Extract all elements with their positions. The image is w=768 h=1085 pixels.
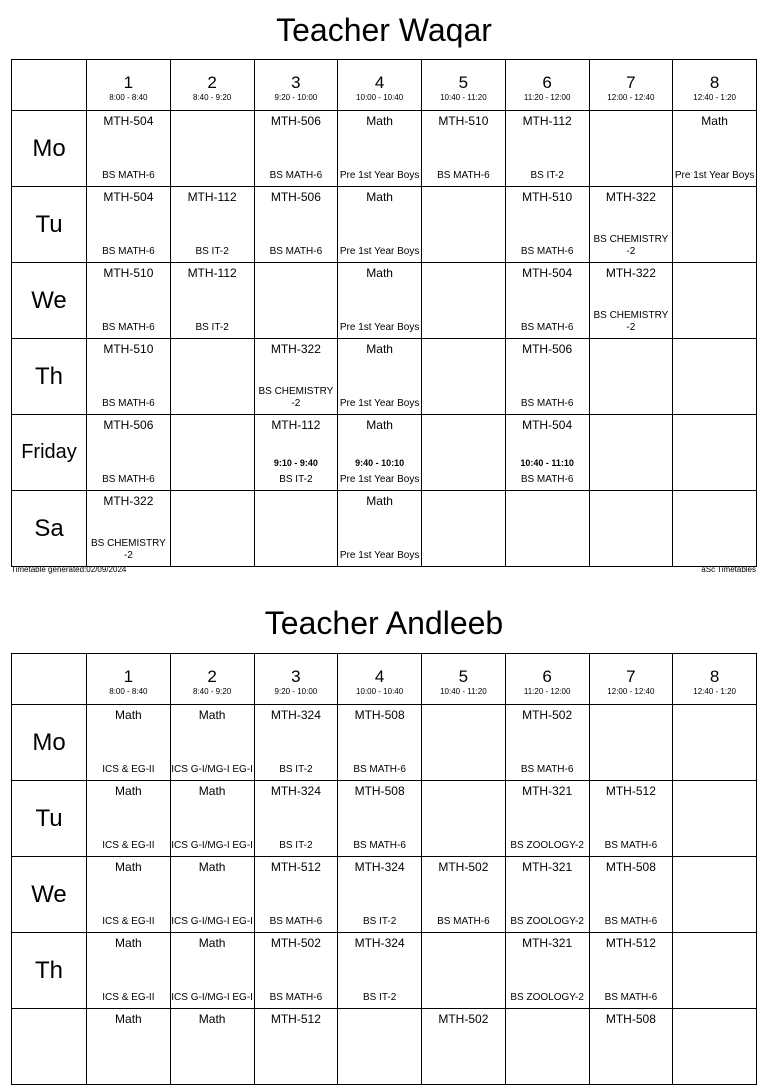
lesson-cell [505, 415, 589, 491]
class-group: BS MATH-6 [269, 992, 323, 1003]
period-number: 2 [207, 667, 217, 686]
lesson-cell [589, 933, 673, 1009]
period-time: 11:20 - 12:00 [523, 93, 571, 102]
class-group: Pre 1st Year Boys [339, 246, 420, 257]
period-time: 12:40 - 1:20 [693, 687, 736, 696]
class-group: BS MATH-6 [269, 916, 323, 927]
corner-cell [12, 654, 87, 705]
period-header [338, 60, 422, 111]
day-row [12, 339, 757, 415]
course-code: Math [115, 784, 142, 798]
period-header [673, 654, 757, 705]
period-header [673, 60, 757, 111]
lesson-cell [170, 1009, 254, 1085]
lesson-cell [254, 491, 338, 567]
lesson-cell [338, 415, 422, 491]
lesson-cell [505, 491, 589, 567]
day-label: Tu [12, 781, 87, 857]
class-group: BS MATH-6 [353, 840, 406, 851]
class-group: ICS G-I/MG-I EG-I [171, 992, 253, 1003]
lesson-cell [338, 339, 422, 415]
lesson-cell [254, 705, 338, 781]
lesson-cell [338, 781, 422, 857]
timetable-title: Teacher Andleeb [264, 605, 504, 641]
lesson-cell [338, 187, 422, 263]
lesson-cell [338, 857, 422, 933]
course-code: Math [366, 494, 393, 508]
class-group: BS MATH-6 [520, 474, 574, 485]
class-group: BS MATH-6 [102, 170, 155, 181]
period-number: 8 [709, 73, 720, 92]
class-group: BS CHEMISTRY -2 [593, 234, 669, 257]
course-code: Math [366, 266, 393, 280]
lesson-cell [505, 781, 589, 857]
class-group: BS IT-2 [530, 170, 564, 181]
period-number: 6 [542, 667, 552, 686]
course-code: MTH-508 [354, 784, 405, 798]
class-group: BS MATH-6 [353, 764, 406, 775]
lesson-cell [422, 857, 506, 933]
period-number: 2 [207, 73, 217, 92]
period-header [170, 60, 254, 111]
course-code: MTH-112 [187, 190, 237, 204]
period-header [505, 654, 589, 705]
period-time: 12:40 - 1:20 [693, 93, 736, 102]
course-code: MTH-324 [270, 708, 321, 722]
lesson-cell [422, 705, 506, 781]
course-code: Math [115, 1012, 142, 1026]
period-header [589, 654, 673, 705]
course-code: MTH-324 [270, 784, 321, 798]
period-number: 7 [626, 73, 636, 92]
lesson-cell [589, 187, 673, 263]
lesson-cell [170, 187, 254, 263]
day-row [12, 933, 757, 1009]
lesson-cell [673, 1009, 757, 1085]
class-group: BS MATH-6 [269, 170, 323, 181]
course-code: MTH-322 [605, 266, 656, 280]
day-label: Friday [12, 415, 87, 491]
class-group: BS CHEMISTRY -2 [593, 310, 669, 333]
period-header [87, 60, 171, 111]
lesson-cell [589, 263, 673, 339]
day-label: Sa [12, 491, 87, 567]
course-code: MTH-512 [270, 1012, 321, 1026]
lesson-cell [422, 1009, 506, 1085]
class-group: BS ZOOLOGY-2 [510, 992, 584, 1003]
lesson-cell [338, 111, 422, 187]
lesson-cell [254, 415, 338, 491]
course-code: MTH-512 [605, 784, 656, 798]
period-number: 5 [458, 73, 469, 92]
class-group: Pre 1st Year Boys [339, 170, 420, 181]
day-row [12, 781, 757, 857]
lesson-cell [673, 781, 757, 857]
course-code: MTH-322 [605, 190, 656, 204]
course-code: Math [198, 784, 226, 798]
lesson-cell [254, 263, 338, 339]
period-number: 8 [709, 667, 720, 686]
period-header [505, 60, 589, 111]
class-group: BS MATH-6 [102, 474, 155, 485]
period-time: 9:20 - 10:00 [274, 93, 318, 102]
lesson-cell [254, 857, 338, 933]
course-code: Math [366, 418, 393, 432]
lesson-cell [589, 857, 673, 933]
day-label: Mo [12, 111, 87, 187]
course-code: MTH-510 [438, 114, 489, 128]
day-label: Th [12, 339, 87, 415]
period-header-row [12, 60, 757, 111]
lesson-cell [87, 415, 171, 491]
day-label: Tu [12, 187, 87, 263]
timetable-grid [11, 59, 757, 567]
class-group: ICS & EG-II [102, 916, 155, 927]
class-group: BS CHEMISTRY -2 [258, 386, 334, 409]
course-code: MTH-508 [605, 860, 656, 874]
course-code: MTH-321 [522, 784, 573, 798]
class-group: BS MATH-6 [520, 246, 574, 257]
day-row [12, 111, 757, 187]
course-code: Math [198, 1012, 226, 1026]
lesson-cell [422, 781, 506, 857]
corner-cell [12, 60, 87, 111]
course-code: Math [366, 190, 393, 204]
class-group: BS MATH-6 [437, 916, 490, 927]
lesson-cell [87, 933, 171, 1009]
lesson-cell [505, 263, 589, 339]
lesson-cell [254, 111, 338, 187]
timetable-generated-date: Timetable generated:02/09/2024 [11, 565, 127, 574]
period-number: 3 [291, 73, 301, 92]
class-group: BS IT-2 [279, 764, 313, 775]
lesson-cell [589, 415, 673, 491]
period-number: 5 [458, 667, 469, 686]
course-code: MTH-321 [522, 936, 573, 950]
class-group: BS ZOOLOGY-2 [510, 840, 584, 851]
lesson-cell [422, 415, 506, 491]
day-row [12, 263, 757, 339]
lesson-cell [422, 263, 506, 339]
class-group: BS MATH-6 [604, 916, 658, 927]
period-time: 10:40 - 11:20 [440, 93, 487, 102]
lesson-cell [170, 263, 254, 339]
lesson-cell [422, 491, 506, 567]
course-code: MTH-502 [438, 860, 489, 874]
period-header [422, 60, 506, 111]
course-code: MTH-506 [270, 190, 321, 204]
course-code: MTH-324 [354, 936, 405, 950]
lesson-cell [505, 339, 589, 415]
class-group: BS MATH-6 [437, 170, 490, 181]
course-code: MTH-324 [354, 860, 405, 874]
class-group: ICS G-I/MG-I EG-I [171, 916, 253, 927]
course-code: MTH-510 [103, 266, 154, 280]
day-label: We [12, 857, 87, 933]
class-group: BS IT-2 [362, 992, 397, 1003]
lesson-cell [673, 857, 757, 933]
lesson-cell [87, 1009, 171, 1085]
lesson-cell [505, 857, 589, 933]
course-code: MTH-504 [103, 114, 154, 128]
period-number: 4 [374, 667, 385, 686]
day-label: Mo [12, 705, 87, 781]
class-group: BS MATH-6 [102, 322, 155, 333]
lesson-cell [254, 1009, 338, 1085]
course-code: MTH-506 [270, 114, 321, 128]
lesson-cell [338, 933, 422, 1009]
period-time: 12:00 - 12:40 [607, 687, 655, 696]
course-code: MTH-504 [103, 190, 154, 204]
period-time: 12:00 - 12:40 [607, 93, 655, 102]
course-code: MTH-512 [605, 936, 656, 950]
period-header [338, 654, 422, 705]
course-code: MTH-504 [522, 418, 573, 432]
lesson-cell [87, 111, 171, 187]
lesson-cell [589, 491, 673, 567]
day-label: Th [12, 933, 87, 1009]
class-group: Pre 1st Year Boys [674, 170, 755, 181]
course-code: MTH-508 [354, 708, 405, 722]
course-code: MTH-322 [270, 342, 321, 356]
lesson-cell [170, 857, 254, 933]
class-group: BS IT-2 [195, 322, 229, 333]
period-time: 8:40 - 9:20 [193, 93, 232, 102]
class-group: BS CHEMISTRY -2 [90, 538, 166, 561]
class-group: BS MATH-6 [269, 246, 323, 257]
lesson-time: 10:40 - 11:10 [520, 458, 574, 468]
course-code: MTH-322 [103, 494, 154, 508]
course-code: Math [198, 708, 226, 722]
lesson-time: 9:40 - 10:10 [355, 458, 405, 468]
software-credit: aSc Timetables [701, 565, 756, 574]
lesson-cell [254, 933, 338, 1009]
course-code: Math [198, 936, 226, 950]
class-group: BS MATH-6 [604, 840, 658, 851]
course-code: MTH-321 [522, 860, 573, 874]
lesson-cell [673, 933, 757, 1009]
lesson-cell [338, 1009, 422, 1085]
lesson-cell [338, 491, 422, 567]
lesson-cell [673, 339, 757, 415]
lesson-cell [422, 933, 506, 1009]
period-time: 11:20 - 12:00 [523, 687, 571, 696]
class-group: BS IT-2 [279, 840, 313, 851]
period-header [170, 654, 254, 705]
lesson-cell [170, 111, 254, 187]
lesson-time: 9:10 - 9:40 [273, 458, 318, 468]
lesson-cell [505, 111, 589, 187]
class-group: BS IT-2 [195, 246, 229, 257]
day-row [12, 415, 757, 491]
period-number: 4 [374, 73, 385, 92]
course-code: Math [115, 860, 142, 874]
lesson-cell [254, 781, 338, 857]
class-group: Pre 1st Year Boys [339, 322, 420, 333]
class-group: ICS G-I/MG-I EG-I [171, 840, 253, 851]
course-code: MTH-506 [522, 342, 573, 356]
course-code: Math [701, 114, 728, 128]
lesson-cell [505, 933, 589, 1009]
course-code: MTH-506 [103, 418, 154, 432]
lesson-cell [505, 187, 589, 263]
class-group: ICS & EG-II [102, 764, 155, 775]
period-number: 7 [626, 667, 636, 686]
period-header [589, 60, 673, 111]
period-time: 8:00 - 8:40 [109, 93, 148, 102]
lesson-cell [673, 705, 757, 781]
class-group: ICS & EG-II [102, 992, 155, 1003]
course-code: MTH-508 [605, 1012, 656, 1026]
day-row [12, 705, 757, 781]
class-group: Pre 1st Year Boys [339, 474, 420, 485]
class-group: ICS G-I/MG-I EG-I [171, 764, 253, 775]
day-row [12, 857, 757, 933]
lesson-cell [87, 491, 171, 567]
lesson-cell [87, 705, 171, 781]
class-group: Pre 1st Year Boys [339, 550, 420, 561]
lesson-cell [87, 339, 171, 415]
lesson-cell [338, 705, 422, 781]
lesson-cell [673, 187, 757, 263]
class-group: BS MATH-6 [520, 322, 574, 333]
course-code: MTH-112 [187, 266, 237, 280]
day-row [12, 491, 757, 567]
period-number: 1 [123, 667, 134, 686]
class-group: BS MATH-6 [102, 398, 155, 409]
class-group: BS MATH-6 [102, 246, 155, 257]
course-code: Math [366, 114, 393, 128]
lesson-cell [673, 491, 757, 567]
lesson-cell [422, 111, 506, 187]
period-header [254, 60, 338, 111]
lesson-cell [87, 857, 171, 933]
class-group: BS MATH-6 [520, 764, 574, 775]
course-code: MTH-504 [522, 266, 573, 280]
class-group: BS MATH-6 [604, 992, 658, 1003]
lesson-cell [589, 339, 673, 415]
period-time: 8:40 - 9:20 [193, 687, 232, 696]
lesson-cell [505, 705, 589, 781]
lesson-cell [170, 781, 254, 857]
lesson-cell [87, 263, 171, 339]
lesson-cell [87, 187, 171, 263]
course-code: MTH-510 [103, 342, 154, 356]
lesson-cell [170, 491, 254, 567]
lesson-cell [87, 781, 171, 857]
period-header [254, 654, 338, 705]
lesson-cell [170, 415, 254, 491]
class-group: BS MATH-6 [520, 398, 574, 409]
course-code: Math [115, 936, 142, 950]
class-group: ICS & EG-II [102, 840, 155, 851]
class-group: Pre 1st Year Boys [339, 398, 420, 409]
period-header [87, 654, 171, 705]
period-number: 1 [123, 73, 134, 92]
timetable-grid [11, 653, 757, 1085]
day-label [12, 1009, 87, 1085]
course-code: MTH-502 [522, 708, 573, 722]
period-number: 6 [542, 73, 552, 92]
course-code: MTH-502 [270, 936, 321, 950]
lesson-cell [673, 111, 757, 187]
period-time: 9:20 - 10:00 [274, 687, 318, 696]
period-time: 10:00 - 10:40 [356, 687, 404, 696]
lesson-cell [589, 111, 673, 187]
lesson-cell [170, 339, 254, 415]
period-time: 10:00 - 10:40 [356, 93, 404, 102]
timetable-title: Teacher Waqar [276, 12, 492, 48]
course-code: Math [115, 708, 142, 722]
lesson-cell [589, 705, 673, 781]
course-code: MTH-112 [522, 114, 572, 128]
lesson-cell [673, 263, 757, 339]
period-header-row [12, 654, 757, 705]
day-row [12, 1009, 757, 1085]
period-header [422, 654, 506, 705]
course-code: MTH-512 [270, 860, 321, 874]
period-time: 10:40 - 11:20 [440, 687, 487, 696]
period-number: 3 [291, 667, 301, 686]
period-time: 8:00 - 8:40 [109, 687, 148, 696]
lesson-cell [170, 933, 254, 1009]
lesson-cell [673, 415, 757, 491]
course-code: Math [366, 342, 393, 356]
lesson-cell [589, 1009, 673, 1085]
lesson-cell [338, 263, 422, 339]
lesson-cell [254, 187, 338, 263]
course-code: Math [198, 860, 226, 874]
class-group: BS IT-2 [279, 474, 313, 485]
class-group: BS IT-2 [362, 916, 397, 927]
lesson-cell [422, 339, 506, 415]
lesson-cell [170, 705, 254, 781]
lesson-cell [505, 1009, 589, 1085]
lesson-cell [589, 781, 673, 857]
course-code: MTH-502 [438, 1012, 489, 1026]
day-row [12, 187, 757, 263]
day-label: We [12, 263, 87, 339]
lesson-cell [254, 339, 338, 415]
course-code: MTH-112 [271, 418, 321, 432]
class-group: BS ZOOLOGY-2 [510, 916, 584, 927]
course-code: MTH-510 [522, 190, 573, 204]
lesson-cell [422, 187, 506, 263]
